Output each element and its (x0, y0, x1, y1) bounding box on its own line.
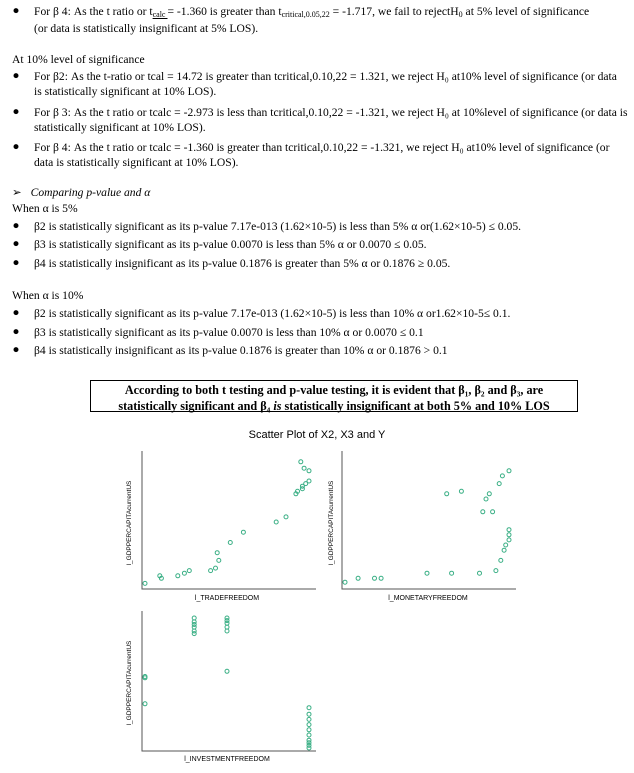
scatter-point (497, 482, 501, 486)
scatter-point (481, 510, 485, 514)
scatter-point (450, 571, 454, 575)
y-axis-label: l_GDPPERCAPITAcurrentUS (328, 480, 335, 566)
scatter-point (307, 717, 311, 721)
scatter-point (484, 497, 488, 501)
scatter-point (487, 492, 491, 496)
compare-heading-text: Comparing p-value and α (30, 186, 151, 199)
scatter-point (507, 469, 511, 473)
scatter-point (307, 733, 311, 737)
scatter-point (182, 571, 186, 575)
x-axis-label: l_MONETARYFREEDOM (388, 595, 468, 602)
x-axis-label: l_INVESTMENTFREEDOM (184, 756, 270, 763)
list-item-text: β3 is statistically significant as its p-value 0.0070 is less than 5% α or 0.0070 ≤ 0.05. (34, 238, 427, 251)
list-item-text: β4 is statistically insignificant as its p-value 0.1876 is greater than 10% α or 0.1876 > 0.1 (34, 344, 448, 357)
scatter-point (307, 712, 311, 716)
scatter-point (307, 469, 311, 473)
scatter-point (491, 510, 495, 514)
scatter-point (187, 569, 191, 573)
scatter-point (302, 466, 306, 470)
bullet-dot: ● (12, 4, 20, 17)
scatter-point (225, 616, 229, 620)
scatter-point (176, 574, 180, 578)
scatter-point (143, 702, 147, 706)
list-item-text: For β 3: As the t ratio or tcalc = -2.973 is less than tcritical,0.10,22 = -1.321, we reject H₀ at 10%level of significance (or data is (34, 106, 628, 119)
scatter-point (425, 571, 429, 575)
scatter-point (459, 489, 463, 493)
chart-title: Scatter Plot of X2, X3 and Y (248, 429, 386, 441)
scatter-point (225, 669, 229, 673)
list-item-text-line2: data is statistically significant at 10% LOS). (34, 156, 239, 169)
conclusion-line2: statistically significant and β₄ is statistically insignificant at both 5% and 10% LOS (118, 398, 550, 413)
list-item-text: β4 is statistically insignificant as its p-value 0.1876 is greater than 5% α or 0.1876 ≥ 0.05. (34, 257, 451, 270)
list-item-text: β3 is statistically significant as its p-value 0.0070 is less than 10% α or 0.0070 ≤ 0.1 (34, 326, 424, 339)
list-item-text: For β 4: As the t ratio or tcalc = -1.360 is greater than tcritical,0.10,22 = -1.321, we reject H₀ at10% level of significance (or (34, 141, 610, 154)
scatter-point (373, 576, 377, 580)
list-item-text: β2 is statistically significant as its p-value 7.17e-013 (1.62×10-5) is less than 10% α or1.62×10-5≤ 0.1. (34, 307, 511, 320)
y-axis-label: l_GDPPERCAPITAcurrentUS (126, 640, 133, 726)
scatter-point (209, 569, 213, 573)
scatter-point (143, 581, 147, 585)
scatter-point (284, 515, 288, 519)
alpha5-heading: When α is 5% (12, 202, 78, 215)
list-item-text-line2: statistically significant at 10% LOS). (34, 121, 206, 134)
scatter-point (507, 533, 511, 537)
scatter-point (217, 558, 221, 562)
scatter-point (307, 738, 311, 742)
scatter-point (307, 728, 311, 732)
scatter-point (507, 528, 511, 532)
scatter-point (228, 541, 232, 545)
scatter-point (307, 706, 311, 710)
scatter-point (379, 576, 383, 580)
scatter-point (299, 460, 303, 464)
scatter-point (500, 474, 504, 478)
conclusion-box (90, 380, 578, 412)
axis-line (142, 451, 316, 589)
scatter-point (241, 530, 245, 534)
section-heading-10pct: At 10% level of significance (12, 53, 145, 66)
scatter-panel (126, 611, 316, 763)
conclusion-line1: According to both t testing and p-value testing, it is evident that β₁, β₂ and β₃, are (124, 383, 544, 397)
arrow-icon: ➢ (12, 186, 22, 199)
scatter-point (343, 580, 347, 584)
scatter-point (274, 520, 278, 524)
alpha10-heading: When α is 10% (12, 289, 84, 302)
axis-line (342, 451, 516, 589)
compare-heading (12, 185, 150, 200)
list-item-text-line2: is statistically significant at 10% LOS). (34, 85, 217, 98)
scatter-point (445, 492, 449, 496)
scatter-point (507, 538, 511, 542)
y-axis-label: l_GDPPERCAPITAcurrentUS (126, 480, 133, 566)
scatter-panel (328, 451, 516, 602)
scatter-point (478, 571, 482, 575)
scatter-point (499, 558, 503, 562)
x-axis-label: l_TRADEFREEDOM (194, 595, 260, 602)
scatter-point (356, 576, 360, 580)
scatter-plots (0, 443, 634, 773)
scatter-panel (126, 451, 316, 602)
scatter-point (215, 551, 219, 555)
scatter-point (214, 566, 218, 570)
scatter-point (494, 569, 498, 573)
bullet-text: For β 4: As the t ratio or $t_{calc} = -1.360$ is greater than $t_{critical,0.05,22} = -1.717$, we fail to rejectH$_0$ at 5% level of significance (34, 5, 590, 19)
list-item-text: β2 is statistically significant as its p-value 7.17e-013 (1.62×10-5) is less than 5% α or(1.62×10-5) ≤ 0.05. (34, 220, 522, 233)
list-item-text: For β2: As the t-ratio or tcal = 14.72 is greater than tcritical,0.10,22 = 1.321, we reject H₀ at10% level of significance (or data (34, 70, 617, 83)
scatter-point (502, 548, 506, 552)
scatter-point (307, 723, 311, 727)
scatter-point (504, 543, 508, 547)
bullet-text-line2: (or data is statistically insignificant at 5% LOS). (34, 22, 259, 35)
scatter-point (307, 479, 311, 483)
